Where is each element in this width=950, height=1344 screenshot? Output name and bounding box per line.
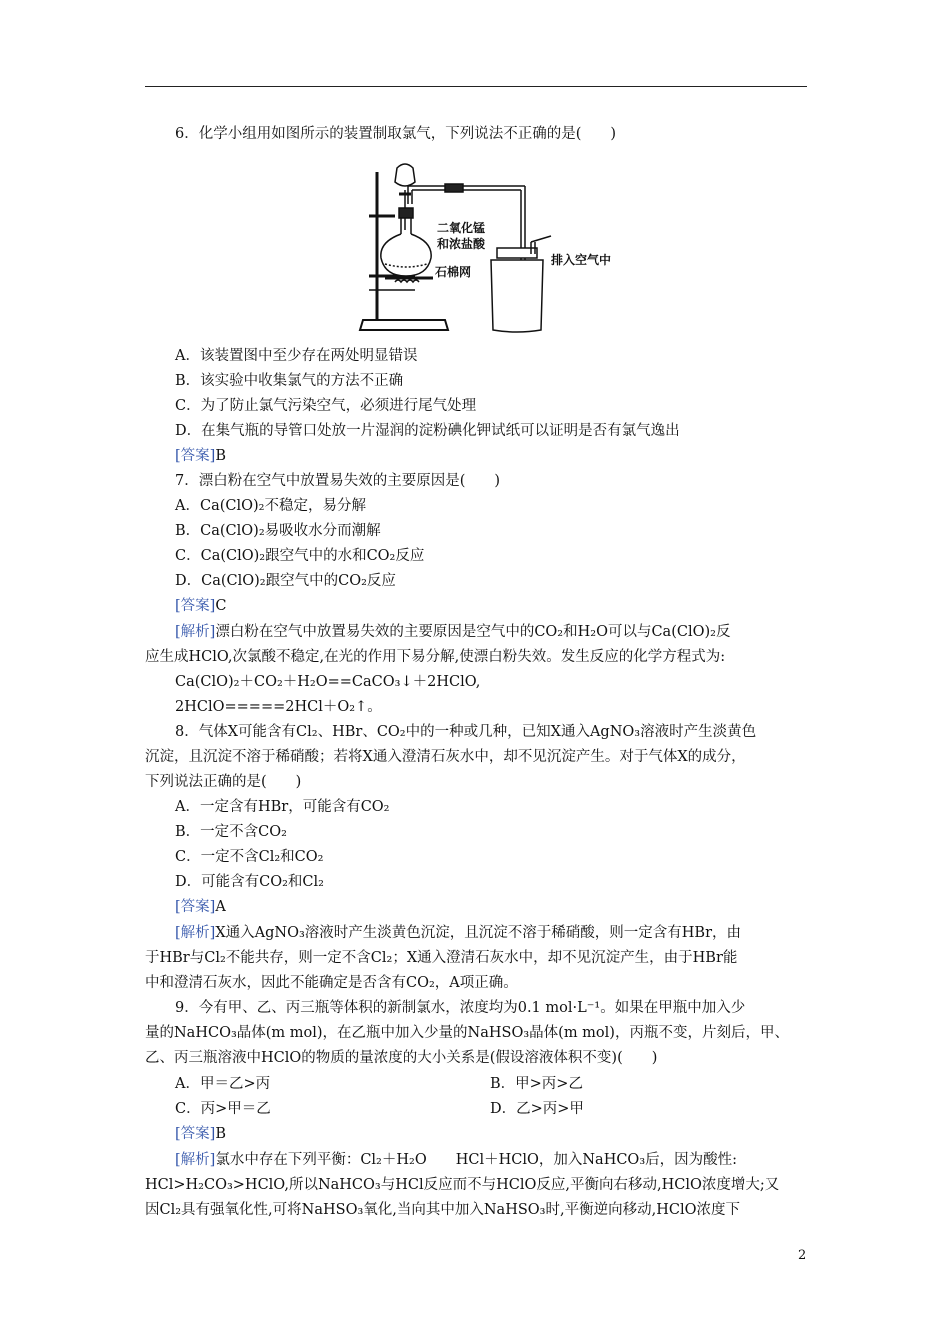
q9-option-b: B．甲>丙>乙	[490, 1076, 583, 1092]
q9-analysis-line-2: HCl>H₂CO₃>HClO,所以NaHCO₃与HCl反应而不与HClO反应,平衡向右移动,HClO浓度增大;又	[145, 1177, 780, 1193]
q8-answer-value: A	[215, 899, 226, 915]
fig-label-gauze: 石棉网	[435, 265, 472, 279]
fig-label-reagents-2: 和浓盐酸	[437, 237, 486, 251]
q7-option-a: A．Ca(ClO)₂不稳定，易分解	[175, 498, 366, 514]
q6-option-c: C．为了防止氯气污染空气，必须进行尾气处理	[175, 398, 477, 414]
q7-option-c: C．Ca(ClO)₂跟空气中的水和CO₂反应	[175, 548, 425, 564]
q9-option-c: C．丙>甲＝乙	[175, 1101, 271, 1117]
fig-label-reagents-1: 二氧化锰	[437, 221, 486, 235]
q9-answer	[175, 1124, 226, 1144]
q8-option-c: C．一定不含Cl₂和CO₂	[175, 849, 324, 865]
q8-option-d: D．可能含有CO₂和Cl₂	[175, 874, 324, 890]
q9-stem-2: 量的NaHCO₃晶体(m mol)，在乙瓶中加入少量的NaHSO₃晶体(m mol)，丙瓶不变，片刻后，甲、	[145, 1025, 789, 1041]
q9-answer-value: B	[215, 1126, 226, 1142]
q8-stem-2: 沉淀，且沉淀不溶于稀硝酸；若将X通入澄清石灰水中，却不见沉淀产生。对于气体X的成分，	[145, 749, 746, 765]
gas-collecting-bottle	[491, 236, 551, 332]
q7-option-b: B．Ca(ClO)₂易吸收水分而潮解	[175, 523, 381, 539]
q7-equation-2: 2HClO=====2HCl＋O₂↑。	[175, 699, 382, 715]
q8-analysis-line-1	[175, 923, 741, 943]
q9-stem-1: 9．今有甲、乙、丙三瓶等体积的新制氯水，浓度均为0.1 mol·L⁻¹。如果在甲瓶中加入少	[175, 1000, 746, 1016]
header-rule	[145, 86, 807, 87]
q9-analysis-text-1: 氯水中存在下列平衡：Cl₂＋H₂O HCl＋HClO，加入NaHCO₃后，因为酸性:	[215, 1152, 738, 1168]
q7-analysis-line-2: 应生成HClO,次氯酸不稳定,在光的作用下易分解,使漂白粉失效。发生反应的化学方程式为:	[145, 649, 726, 665]
q9-option-a: A．甲＝乙>丙	[175, 1076, 271, 1092]
q8-analysis-text-1: X通入AgNO₃溶液时产生淡黄色沉淀，且沉淀不溶于稀硝酸，则一定含有HBr，由	[215, 925, 742, 941]
q6-option-b: B．该实验中收集氯气的方法不正确	[175, 373, 404, 389]
q6-answer-tag: [答案]	[175, 448, 216, 464]
q7-equation-1: Ca(ClO)₂＋CO₂＋H₂O==CaCO₃↓＋2HClO,	[175, 674, 481, 690]
q6-stem: 6．化学小组用如图所示的装置制取氯气，下列说法不正确的是( )	[175, 126, 617, 142]
round-bottom-flask	[381, 208, 431, 276]
q8-analysis-line-2: 于HBr与Cl₂不能共存，则一定不含Cl₂；X通入澄清石灰水中，却不见沉淀产生，由于HBr能	[145, 950, 738, 966]
q6-option-a: A．该装置图中至少存在两处明显错误	[175, 348, 418, 364]
q8-answer	[175, 897, 226, 917]
q9-analysis-tag: [解析]	[175, 1152, 216, 1168]
q7-analysis-line-1	[175, 622, 730, 642]
q7-option-d: D．Ca(ClO)₂跟空气中的CO₂反应	[175, 573, 396, 589]
q8-option-a: A．一定含有HBr，可能含有CO₂	[175, 799, 390, 815]
q9-answer-tag: [答案]	[175, 1126, 216, 1142]
q8-answer-tag: [答案]	[175, 899, 216, 915]
fig-label-exhaust: 排入空气中	[551, 253, 612, 267]
q9-option-d: D．乙>丙>甲	[490, 1101, 584, 1117]
q9-analysis-line-1	[175, 1150, 737, 1170]
q8-stem-3: 下列说法正确的是( )	[145, 774, 302, 790]
q9-analysis-line-3: 因Cl₂具有强氧化性,可将NaHSO₃氧化,当向其中加入NaHSO₃时,平衡逆向移动,HClO浓度下	[145, 1202, 740, 1218]
q8-analysis-line-3: 中和澄清石灰水，因此不能确定是否含有CO₂，A项正确。	[145, 975, 518, 991]
q8-option-b: B．一定不含CO₂	[175, 824, 287, 840]
q8-analysis-tag: [解析]	[175, 925, 216, 941]
q6-answer	[175, 446, 226, 466]
q9-stem-3: 乙、丙三瓶溶液中HClO的物质的量浓度的大小关系是(假设溶液体积不变)( )	[145, 1050, 658, 1066]
page-number: 2	[798, 1248, 807, 1263]
q7-answer	[175, 596, 226, 616]
q7-stem: 7．漂白粉在空气中放置易失效的主要原因是( )	[175, 473, 501, 489]
q7-analysis-tag: [解析]	[175, 624, 216, 640]
chlorine-apparatus-figure	[355, 160, 655, 338]
asbestos-gauze	[385, 278, 433, 282]
q6-answer-value: B	[215, 448, 226, 464]
q7-answer-tag: [答案]	[175, 598, 216, 614]
q7-analysis-text-1: 漂白粉在空气中放置易失效的主要原因是空气中的CO₂和H₂O可以与Ca(ClO)₂反	[215, 624, 731, 640]
q6-option-d: D．在集气瓶的导管口处放一片湿润的淀粉碘化钾试纸可以证明是否有氯气逸出	[175, 423, 680, 439]
q8-stem-1: 8．气体X可能含有Cl₂、HBr、CO₂中的一种或几种，已知X通入AgNO₃溶液时产生淡黄色	[175, 724, 757, 740]
q7-answer-value: C	[215, 598, 227, 614]
